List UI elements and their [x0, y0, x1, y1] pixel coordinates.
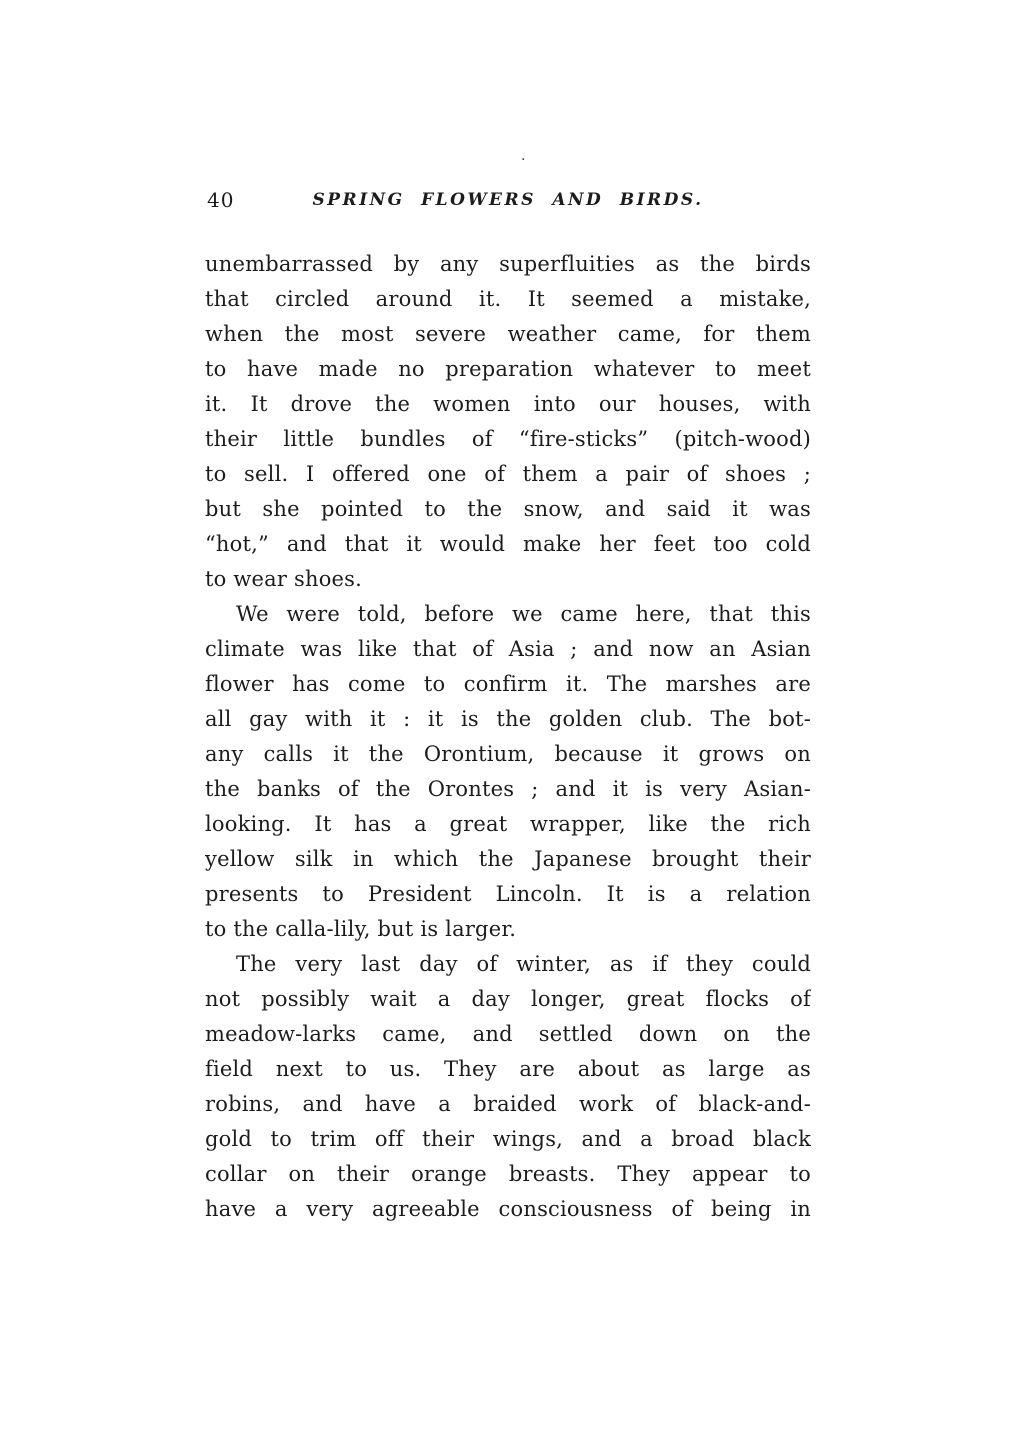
text-line: unembarrassed by any superfluities as the birds	[205, 252, 811, 276]
text-line: collar on their orange breasts. They appear to	[205, 1162, 811, 1186]
text-line: to the calla-lily, but is larger.	[205, 917, 517, 941]
text-line: when the most severe weather came, for them	[205, 322, 811, 346]
text-line: have a very agreeable consciousness of being in	[205, 1197, 811, 1221]
page-number: 40	[207, 188, 235, 212]
text-line: yellow silk in which the Japanese brought their	[205, 847, 811, 871]
stray-mark: .	[521, 148, 526, 164]
text-line: the banks of the Orontes ; and it is very Asian-	[205, 777, 811, 801]
text-line: all gay with it : it is the golden club. The bot-	[205, 707, 811, 731]
body-text	[205, 247, 811, 1227]
text-line: flower has come to confirm it. The marshes are	[205, 672, 811, 696]
text-line: to have made no preparation whatever to meet	[205, 357, 811, 381]
text-line: “hot,” and that it would make her feet too cold	[205, 532, 811, 556]
text-line: The very last day of winter, as if they could	[236, 952, 811, 976]
text-line: presents to President Lincoln. It is a relation	[205, 882, 811, 906]
text-line: that circled around it. It seemed a mistake,	[205, 287, 811, 311]
text-line: to sell. I offered one of them a pair of shoes ;	[205, 462, 811, 486]
text-line: their little bundles of “fire-sticks” (pitch-wood)	[205, 427, 811, 451]
text-line: not possibly wait a day longer, great flocks of	[205, 987, 811, 1011]
text-line: field next to us. They are about as large as	[205, 1057, 811, 1081]
text-line: but she pointed to the snow, and said it was	[205, 497, 811, 521]
text-line: it. It drove the women into our houses, with	[205, 392, 811, 416]
text-line: We were told, before we came here, that this	[236, 602, 811, 626]
text-line: climate was like that of Asia ; and now an Asian	[205, 637, 811, 661]
paragraph	[205, 247, 811, 597]
text-line: meadow-larks came, and settled down on the	[205, 1022, 811, 1046]
page-header	[205, 188, 811, 214]
paragraph	[205, 947, 811, 1227]
text-line: any calls it the Orontium, because it grows on	[205, 742, 811, 766]
text-line: robins, and have a braided work of black-and-	[205, 1092, 811, 1116]
text-line: to wear shoes.	[205, 567, 363, 591]
paragraph	[205, 597, 811, 947]
text-line: gold to trim off their wings, and a broad black	[205, 1127, 811, 1151]
text-line: looking. It has a great wrapper, like the rich	[205, 812, 811, 836]
running-header: SPRING FLOWERS AND BIRDS.	[312, 190, 704, 210]
